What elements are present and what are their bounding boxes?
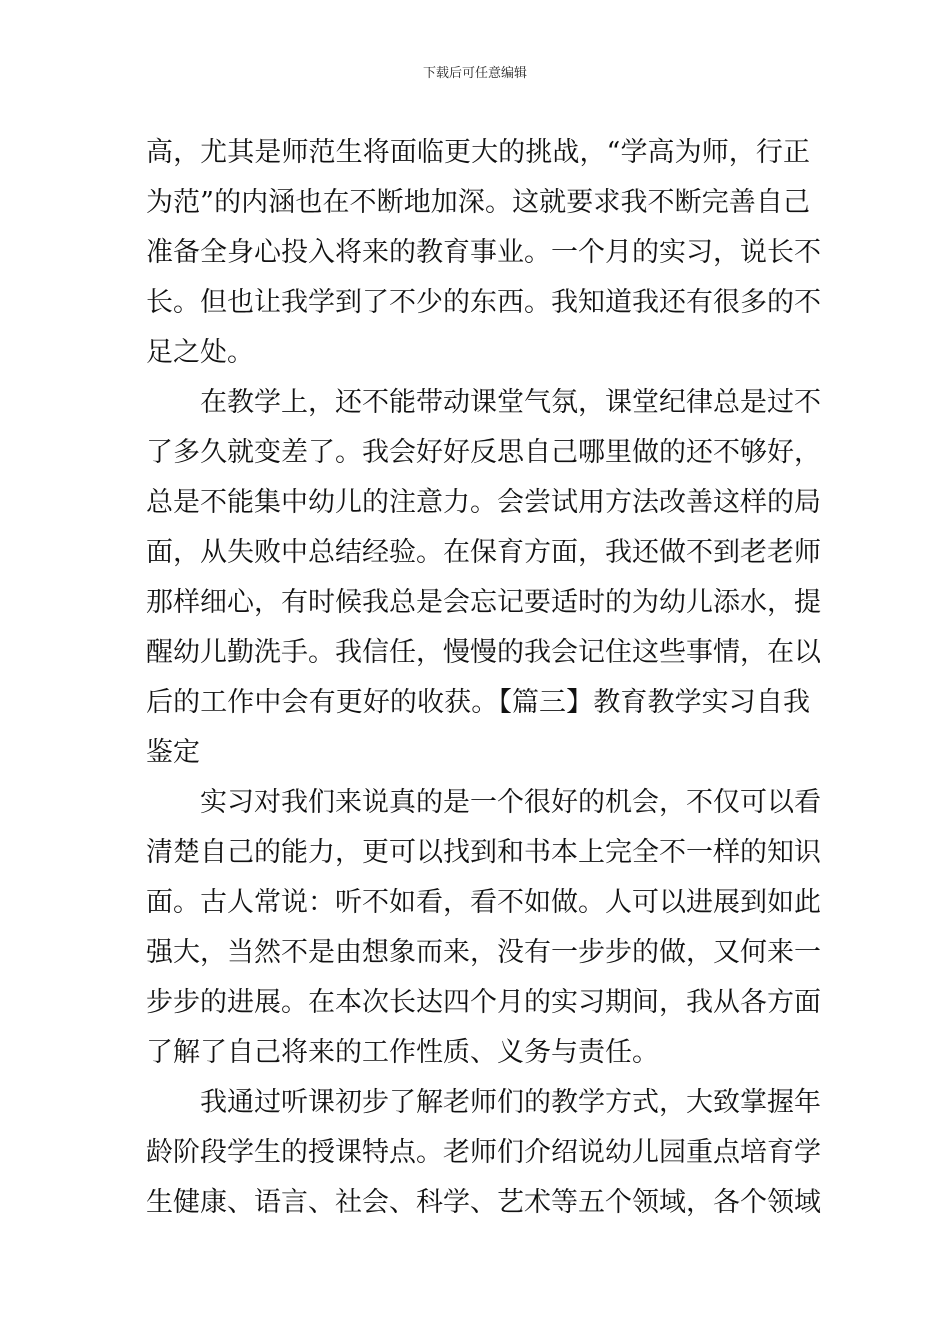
paragraph-first-line: 在教学上，还不能带动课堂气氛，课堂纪律总是过不	[200, 387, 821, 418]
paragraph-first-line: 实习对我们来说真的是一个很好的机会，不仅可以看	[200, 787, 821, 818]
text-line: 了解了自己将来的工作性质、义务与责任。	[146, 1037, 659, 1068]
paragraph-first-line: 我通过听课初步了解老师们的教学方式，大致掌握年	[200, 1087, 821, 1118]
document-body	[146, 128, 821, 1228]
text-line: 醒幼儿勤洗手。我信任，慢慢的我会记住这些事情，在以	[146, 637, 821, 668]
text-line: 鉴定	[146, 737, 200, 768]
text-line: 为范”的内涵也在不断地加深。这就要求我不断完善自己	[146, 187, 810, 218]
text-line: 长。但也让我学到了不少的东西。我知道我还有很多的不	[146, 287, 821, 318]
text-line: 了多久就变差了。我会好好反思自己哪里做的还不够好，	[146, 437, 821, 468]
text-line: 准备全身心投入将来的教育事业。一个月的实习，说长不	[146, 237, 821, 268]
text-line: 高，尤其是师范生将面临更大的挑战，“学高为师，行正	[146, 137, 810, 168]
text-line: 步步的进展。在本次长达四个月的实习期间，我从各方面	[146, 987, 821, 1018]
text-line: 足之处。	[146, 337, 254, 368]
text-line: 面。古人常说：听不如看，看不如做。人可以进展到如此	[146, 887, 821, 918]
text-line: 龄阶段学生的授课特点。老师们介绍说幼儿园重点培育学	[146, 1137, 821, 1168]
page-header: 下载后可任意编辑	[422, 66, 527, 81]
text-line: 面，从失败中总结经验。在保育方面，我还做不到老老师	[146, 537, 821, 568]
text-line: 那样细心，有时候我总是会忘记要适时的为幼儿添水，提	[146, 587, 821, 618]
text-line: 总是不能集中幼儿的注意力。会尝试用方法改善这样的局	[146, 487, 821, 518]
text-line: 强大，当然不是由想象而来，没有一步步的做，又何来一	[146, 937, 821, 968]
text-line: 清楚自己的能力，更可以找到和书本上完全不一样的知识	[146, 837, 821, 868]
text-line: 后的工作中会有更好的收获。【篇三】教育教学实习自我	[146, 687, 810, 718]
text-line: 生健康、语言、社会、科学、艺术等五个领域，各个领域	[146, 1187, 821, 1218]
